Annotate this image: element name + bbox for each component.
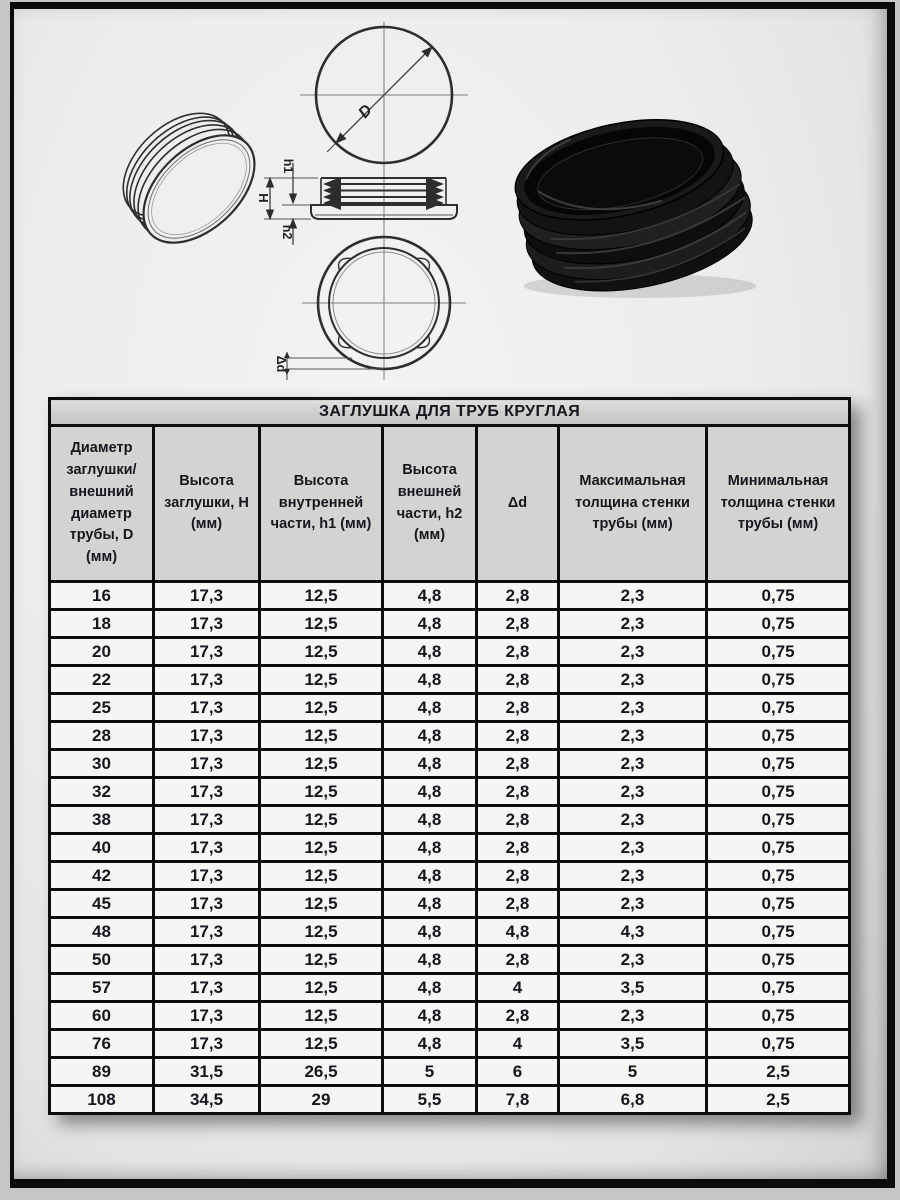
cell: 0,75 (707, 694, 850, 722)
cell: 3,5 (559, 1030, 707, 1058)
cell: 12,5 (260, 862, 383, 890)
cell: 17,3 (154, 638, 260, 666)
cell: 0,75 (707, 974, 850, 1002)
cell: 40 (50, 834, 154, 862)
cell: 0,75 (707, 750, 850, 778)
plug-photo (504, 100, 763, 310)
cell: 25 (50, 694, 154, 722)
cell: 57 (50, 974, 154, 1002)
cell: 2,5 (707, 1086, 850, 1114)
table-row (50, 834, 850, 862)
cell: 5 (383, 1058, 477, 1086)
column-header-height-total: Высота заглушки, Н (мм) (154, 426, 260, 582)
cell: 22 (50, 666, 154, 694)
column-header-min-wall: Минимальная толщина стенки трубы (мм) (707, 426, 850, 582)
cell: 4 (477, 1030, 559, 1058)
cell: 48 (50, 918, 154, 946)
cell: 0,75 (707, 946, 850, 974)
cell: 89 (50, 1058, 154, 1086)
cell: 4,8 (383, 610, 477, 638)
table-body (50, 582, 850, 1114)
column-header-diameter: Диаметр заглушки/ внешний диаметр трубы, D (мм) (50, 426, 154, 582)
cell: 12,5 (260, 666, 383, 694)
cell: 12,5 (260, 1002, 383, 1030)
cell: 12,5 (260, 750, 383, 778)
cell: 12,5 (260, 694, 383, 722)
table-row (50, 778, 850, 806)
table-row (50, 862, 850, 890)
cell: 2,3 (559, 834, 707, 862)
dimension-label-d: D (355, 101, 376, 122)
cell: 2,3 (559, 666, 707, 694)
table-row (50, 1086, 850, 1114)
table-row (50, 750, 850, 778)
cell: 0,75 (707, 778, 850, 806)
cell: 26,5 (260, 1058, 383, 1086)
cell: 2,3 (559, 778, 707, 806)
cell: 12,5 (260, 722, 383, 750)
cell: 2,3 (559, 1002, 707, 1030)
table-row (50, 638, 850, 666)
cell: 16 (50, 582, 154, 610)
table-row (50, 974, 850, 1002)
cell: 12,5 (260, 946, 383, 974)
cell: 2,3 (559, 582, 707, 610)
cell: 2,8 (477, 890, 559, 918)
cell: 18 (50, 610, 154, 638)
table-row (50, 1030, 850, 1058)
table-row (50, 1002, 850, 1030)
cell: 0,75 (707, 890, 850, 918)
dimension-label-h2: h2 (280, 224, 294, 240)
cell: 12,5 (260, 778, 383, 806)
drawing-area (14, 9, 887, 397)
cell: 29 (260, 1086, 383, 1114)
wireframe-cap-drawing (102, 91, 275, 263)
cell: 4,8 (383, 694, 477, 722)
cell: 12,5 (260, 918, 383, 946)
cell: 20 (50, 638, 154, 666)
cell: 4,8 (383, 806, 477, 834)
column-header-height-outer: Высота внешней части, h2 (мм) (383, 426, 477, 582)
cell: 2,3 (559, 862, 707, 890)
cell: 17,3 (154, 918, 260, 946)
cell: 2,8 (477, 582, 559, 610)
cell: 4,8 (477, 918, 559, 946)
cell: 17,3 (154, 946, 260, 974)
cell: 0,75 (707, 610, 850, 638)
cell: 0,75 (707, 722, 850, 750)
cell: 30 (50, 750, 154, 778)
cell: 17,3 (154, 890, 260, 918)
column-header-max-wall: Максимальная толщина стенки трубы (мм) (559, 426, 707, 582)
cell: 2,5 (707, 1058, 850, 1086)
cell: 2,8 (477, 806, 559, 834)
cell: 60 (50, 1002, 154, 1030)
dimension-label-h: H (256, 193, 271, 203)
column-header-delta-d: Δd (477, 426, 559, 582)
cell: 12,5 (260, 806, 383, 834)
cell: 2,8 (477, 638, 559, 666)
table-row (50, 890, 850, 918)
cell: 17,3 (154, 750, 260, 778)
dimension-label-h1: h1 (281, 158, 295, 174)
cell: 4,8 (383, 862, 477, 890)
cell: 12,5 (260, 974, 383, 1002)
cell: 17,3 (154, 778, 260, 806)
cell: 17,3 (154, 806, 260, 834)
cell: 17,3 (154, 1002, 260, 1030)
table-row (50, 806, 850, 834)
cell: 3,5 (559, 974, 707, 1002)
table-row (50, 694, 850, 722)
page-frame (10, 2, 895, 1188)
cell: 4,8 (383, 666, 477, 694)
cell: 0,75 (707, 862, 850, 890)
cell: 2,8 (477, 862, 559, 890)
cell: 2,3 (559, 694, 707, 722)
cell: 4,8 (383, 722, 477, 750)
cell: 2,8 (477, 750, 559, 778)
dimension-label-delta-d: Δd (274, 355, 288, 373)
cell: 4,8 (383, 946, 477, 974)
cell: 2,3 (559, 722, 707, 750)
cell: 7,8 (477, 1086, 559, 1114)
cell: 6 (477, 1058, 559, 1086)
cell: 17,3 (154, 834, 260, 862)
cell: 0,75 (707, 1030, 850, 1058)
cell: 12,5 (260, 638, 383, 666)
cell: 28 (50, 722, 154, 750)
cell: 4,8 (383, 834, 477, 862)
cell: 2,3 (559, 946, 707, 974)
cell: 2,8 (477, 946, 559, 974)
cell: 4,3 (559, 918, 707, 946)
cell: 31,5 (154, 1058, 260, 1086)
cell: 2,8 (477, 694, 559, 722)
cell: 17,3 (154, 610, 260, 638)
cell: 12,5 (260, 582, 383, 610)
cell: 2,3 (559, 610, 707, 638)
cell: 2,3 (559, 890, 707, 918)
cell: 6,8 (559, 1086, 707, 1114)
cell: 32 (50, 778, 154, 806)
cell: 2,3 (559, 638, 707, 666)
table-title-row (50, 399, 850, 426)
cell: 2,3 (559, 806, 707, 834)
cell: 4,8 (383, 918, 477, 946)
cell: 12,5 (260, 1030, 383, 1058)
cell: 4,8 (383, 638, 477, 666)
cell: 4,8 (383, 750, 477, 778)
cell: 0,75 (707, 638, 850, 666)
cell: 4,8 (383, 778, 477, 806)
cell: 4 (477, 974, 559, 1002)
cell: 17,3 (154, 582, 260, 610)
table-row (50, 582, 850, 610)
cell: 5 (559, 1058, 707, 1086)
table-row (50, 1058, 850, 1086)
cell: 4,8 (383, 1002, 477, 1030)
cell: 17,3 (154, 1030, 260, 1058)
cell: 12,5 (260, 610, 383, 638)
cell: 2,8 (477, 1002, 559, 1030)
cell: 5,5 (383, 1086, 477, 1114)
cell: 17,3 (154, 862, 260, 890)
cell: 4,8 (383, 974, 477, 1002)
technical-drawing-svg (14, 9, 887, 397)
cell: 4,8 (383, 1030, 477, 1058)
cell: 50 (50, 946, 154, 974)
cell: 0,75 (707, 918, 850, 946)
cell: 2,8 (477, 722, 559, 750)
cell: 108 (50, 1086, 154, 1114)
cell: 12,5 (260, 834, 383, 862)
cell: 2,8 (477, 834, 559, 862)
bottom-view-circle (284, 237, 466, 380)
cell: 17,3 (154, 694, 260, 722)
spec-table (48, 397, 851, 1115)
cell: 76 (50, 1030, 154, 1058)
cell: 0,75 (707, 666, 850, 694)
cell: 0,75 (707, 834, 850, 862)
cell: 2,8 (477, 778, 559, 806)
cell: 38 (50, 806, 154, 834)
cell: 45 (50, 890, 154, 918)
cell: 4,8 (383, 890, 477, 918)
table-row (50, 666, 850, 694)
cell: 12,5 (260, 890, 383, 918)
cell: 2,8 (477, 610, 559, 638)
column-header-height-inner: Высота внутренней части, h1 (мм) (260, 426, 383, 582)
table-title: ЗАГЛУШКА ДЛЯ ТРУБ КРУГЛАЯ (50, 399, 850, 426)
cell: 34,5 (154, 1086, 260, 1114)
table-row (50, 722, 850, 750)
cell: 17,3 (154, 974, 260, 1002)
table-row (50, 610, 850, 638)
table-row (50, 918, 850, 946)
cell: 0,75 (707, 1002, 850, 1030)
cell: 0,75 (707, 806, 850, 834)
cell: 17,3 (154, 666, 260, 694)
cell: 2,3 (559, 750, 707, 778)
table-header-row (50, 426, 850, 582)
cell: 4,8 (383, 582, 477, 610)
cell: 2,8 (477, 666, 559, 694)
cell: 42 (50, 862, 154, 890)
cell: 0,75 (707, 582, 850, 610)
cell: 17,3 (154, 722, 260, 750)
table-row (50, 946, 850, 974)
